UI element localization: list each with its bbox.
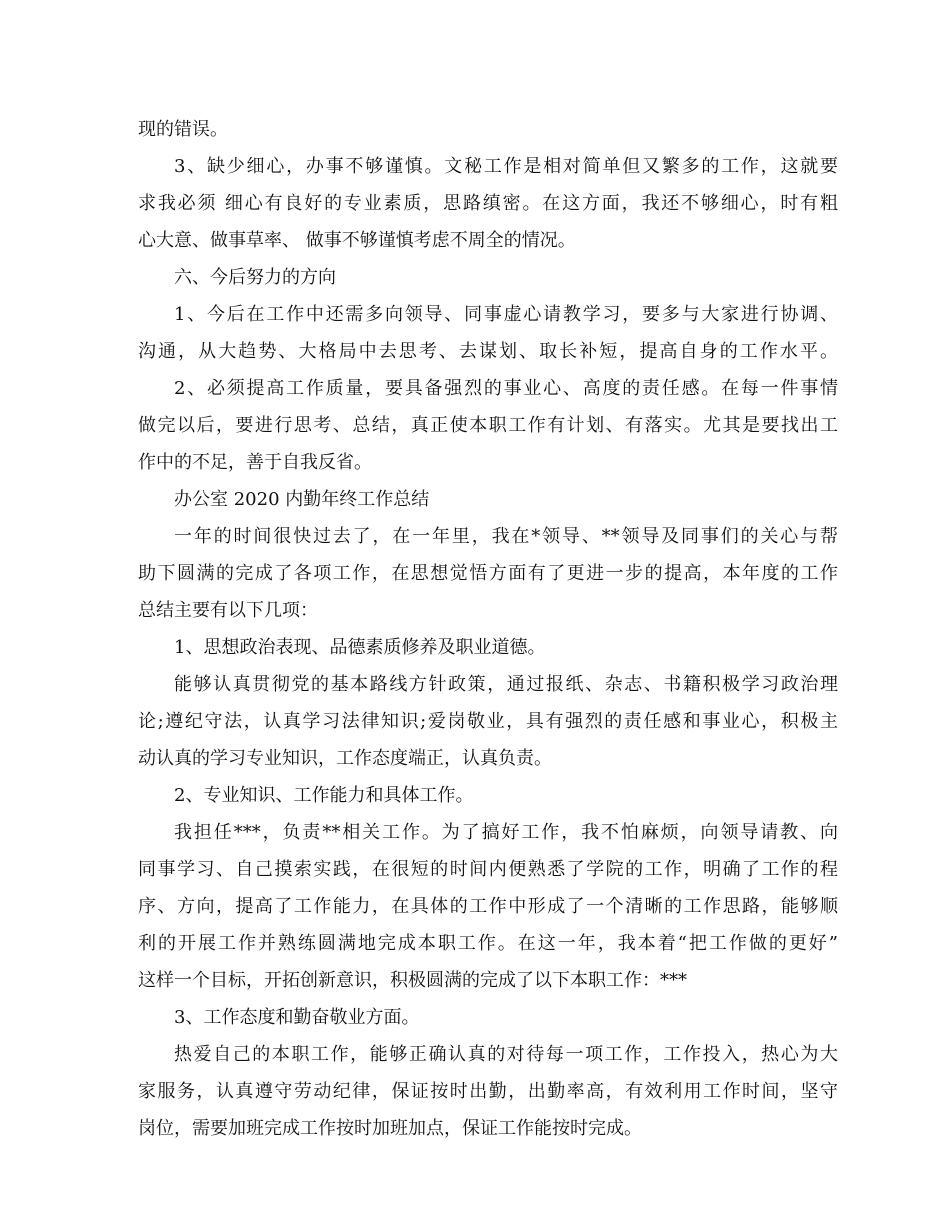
text-line: 家服务，认真遵守劳动纪律，保证按时出勤，出勤率高，有效利用工作时间，坚守 xyxy=(138,1081,838,1102)
section-heading: 1、思想政治表现、品德素质修养及职业道德。 xyxy=(174,637,546,658)
text-line: 同事学习、自己摸索实践，在很短的时间内便熟悉了学院的工作，明确了工作的程 xyxy=(138,859,838,880)
text-line: 求我必须 细心有良好的专业素质，思路缜密。在这方面，我还不够细心，时有粗 xyxy=(138,193,838,214)
text-line: 2、必须提高工作质量，要具备强烈的事业心、高度的责任感。在每一件事情 xyxy=(174,378,838,399)
text-line: 一年的时间很快过去了，在一年里，我在*领导、**领导及同事们的关心与帮 xyxy=(174,526,838,547)
text-line: 论;遵纪守法，认真学习法律知识;爱岗敬业，具有强烈的责任感和事业心，积极主 xyxy=(138,711,838,732)
text-line: 沟通，从大趋势、大格局中去思考、去谋划、取长补短，提高自身的工作水平。 xyxy=(138,341,838,362)
text-line: 总结主要有以下几项： xyxy=(138,600,318,621)
text-line: 心大意、做事草率、 做事不够谨慎考虑不周全的情况。 xyxy=(138,230,576,251)
text-line: 利的开展工作并熟练圆满地完成本职工作。在这一年，我本着“把工作做的更好” xyxy=(138,933,838,954)
text-line: 现的错误。 xyxy=(138,119,228,140)
text-line: 岗位，需要加班完成工作按时加班加点，保证工作能按时完成。 xyxy=(138,1118,642,1139)
text-line: 动认真的学习专业知识，工作态度端正，认真负责。 xyxy=(138,748,552,769)
document-title: 办公室 2020 内勤年终工作总结 xyxy=(174,489,430,510)
text-line: 作中的不足，善于自我反省。 xyxy=(138,452,372,473)
text-line: 助下圆满的完成了各项工作，在思想觉悟方面有了更进一步的提高，本年度的工作 xyxy=(138,563,838,584)
text-line: 做完以后，要进行思考、总结，真正使本职工作有计划、有落实。尤其是要找出工 xyxy=(138,415,838,436)
text-line: 能够认真贯彻党的基本路线方针政策，通过报纸、杂志、书籍积极学习政治理 xyxy=(174,674,838,695)
text-line: 序、方向，提高了工作能力，在具体的工作中形成了一个清晰的工作思路，能够顺 xyxy=(138,896,838,917)
text-line: 这样一个目标，开拓创新意识，积极圆满的完成了以下本职工作：*** xyxy=(138,970,687,991)
text-line: 3、缺少细心，办事不够谨慎。文秘工作是相对简单但又繁多的工作，这就要 xyxy=(174,156,838,177)
text-line: 1、今后在工作中还需多向领导、同事虚心请教学习，要多与大家进行协调、 xyxy=(174,304,838,325)
section-heading: 2、专业知识、工作能力和具体工作。 xyxy=(174,785,474,806)
text-line: 热爱自己的本职工作，能够正确认真的对待每一项工作，工作投入，热心为大 xyxy=(174,1044,838,1065)
section-heading: 六、今后努力的方向 xyxy=(174,267,336,288)
section-heading: 3、工作态度和勤奋敬业方面。 xyxy=(174,1007,420,1028)
text-line: 我担任***，负责**相关工作。为了搞好工作，我不怕麻烦，向领导请教、向 xyxy=(174,822,838,843)
